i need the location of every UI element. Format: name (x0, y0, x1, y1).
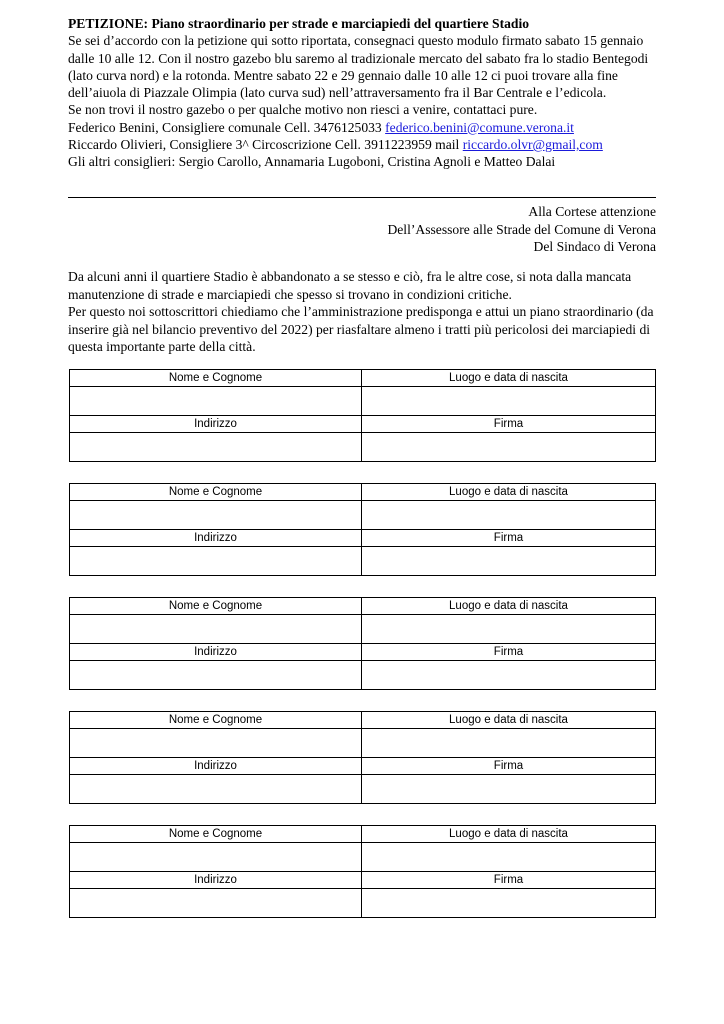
birth-field[interactable] (362, 729, 656, 758)
birth-field[interactable] (362, 501, 656, 530)
signature-field[interactable] (362, 775, 656, 804)
name-label: Nome e Cognome (70, 826, 362, 843)
signature-block (69, 711, 656, 804)
address-field[interactable] (70, 661, 362, 690)
signature-field[interactable] (362, 661, 656, 690)
signature-label: Firma (362, 872, 656, 889)
name-field[interactable] (70, 843, 362, 872)
other-councillors: Gli altri consiglieri: Sergio Carollo, Annamaria Lugoboni, Cristina Agnoli e Matteo Dalai (68, 154, 556, 170)
name-field[interactable] (70, 501, 362, 530)
petition-title: PETIZIONE: Piano straordinario per strade e marciapiedi del quartiere Stadio (68, 16, 530, 31)
address-label: Indirizzo (70, 872, 362, 889)
name-field[interactable] (70, 615, 362, 644)
contact-olivieri: Riccardo Olivieri, Consigliere 3^ Circoscrizione Cell. 3911223959 mail (68, 137, 463, 153)
signature-field[interactable] (362, 547, 656, 576)
email-link-olivieri[interactable]: riccardo.olvr@gmail,com (462, 137, 603, 153)
birth-label: Luogo e data di nascita (362, 370, 656, 387)
body-paragraph-1: Da alcuni anni il quartiere Stadio è abbandonato a se stesso e ciò, fra le altre cose, si nota dalla mancata manutenzione di strade e marciapiedi che spesso si trovano in condizioni critiche. (68, 269, 632, 302)
name-label: Nome e Cognome (70, 370, 362, 387)
birth-field[interactable] (362, 387, 656, 416)
signature-label: Firma (362, 530, 656, 547)
signature-field[interactable] (362, 889, 656, 918)
recipient-address (387, 203, 656, 256)
name-label: Nome e Cognome (70, 712, 362, 729)
address-field[interactable] (70, 775, 362, 804)
email-link-benini[interactable]: federico.benini@comune.verona.it (385, 119, 574, 135)
petition-intro (68, 15, 658, 171)
name-field[interactable] (70, 387, 362, 416)
address-line-3: Del Sindaco di Verona (533, 239, 656, 255)
address-label: Indirizzo (70, 530, 362, 547)
address-field[interactable] (70, 433, 362, 462)
intro-paragraph: Se sei d’accordo con la petizione qui sotto riportata, consegnaci questo modulo firmato sabato 15 gennaio dalle 10 alle 12. Con il nostro gazebo blu saremo al tradizionale mercato del sabato fra lo stadio Bentegodi (lato curva nord) e la rotonda. Mentre sabato 22 e 29 gennaio dalle 10 alle 12 ci puoi trovare alla fine dell’aiuola di Piazzale Olimpia (lato curva sud) nell’attraversamento fra il Bar Centrale e l’edicola. (68, 33, 649, 101)
birth-label: Luogo e data di nascita (362, 712, 656, 729)
name-field[interactable] (70, 729, 362, 758)
body-paragraph-2: Per questo noi sottoscrittori chiediamo che l’amministrazione predisponga e attui un piano straordinario (da inserire già nel bilancio preventivo del 2022) per riasfaltare almeno i tratti più pericolosi dei marciapiedi di questa importante parte della città. (68, 304, 654, 355)
address-line-1: Alla Cortese attenzione (528, 204, 656, 219)
address-label: Indirizzo (70, 644, 362, 661)
name-label: Nome e Cognome (70, 484, 362, 501)
address-field[interactable] (70, 547, 362, 576)
signature-label: Firma (362, 416, 656, 433)
address-label: Indirizzo (70, 416, 362, 433)
birth-label: Luogo e data di nascita (362, 598, 656, 615)
signature-block (69, 483, 656, 576)
signature-block (69, 369, 656, 462)
contact-benini: Federico Benini, Consigliere comunale Cell. 3476125033 (68, 119, 386, 135)
signature-block (69, 597, 656, 690)
birth-label: Luogo e data di nascita (362, 826, 656, 843)
address-line-2: Dell’Assessore alle Strade del Comune di Verona (387, 221, 656, 237)
birth-label: Luogo e data di nascita (362, 484, 656, 501)
signature-label: Firma (362, 758, 656, 775)
intro-contact-note: Se non trovi il nostro gazebo o per qualche motivo non riesci a venire, contattaci pure. (68, 102, 538, 118)
signature-field[interactable] (362, 433, 656, 462)
birth-field[interactable] (362, 843, 656, 872)
birth-field[interactable] (362, 615, 656, 644)
address-field[interactable] (70, 889, 362, 918)
signature-block (69, 825, 656, 918)
petition-body (68, 268, 658, 356)
signature-label: Firma (362, 644, 656, 661)
address-label: Indirizzo (70, 758, 362, 775)
name-label: Nome e Cognome (70, 598, 362, 615)
separator-line (68, 197, 656, 198)
